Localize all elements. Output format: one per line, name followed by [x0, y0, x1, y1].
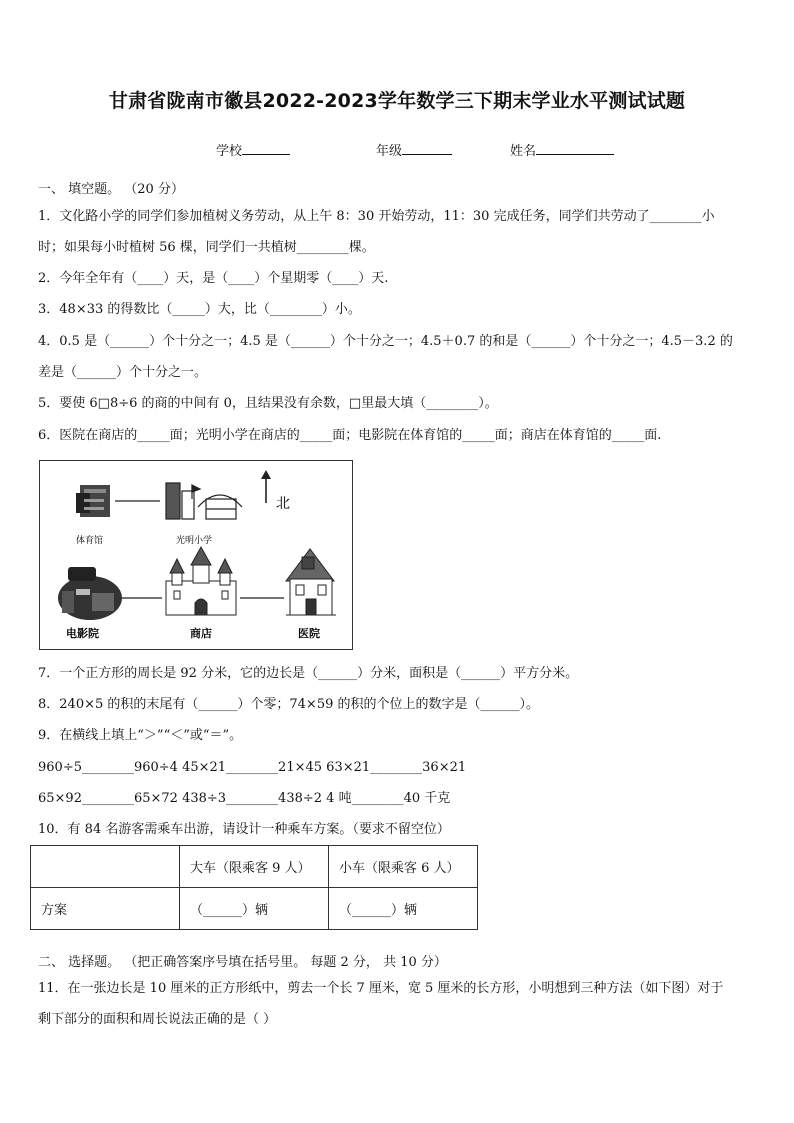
- school-field: [216, 140, 290, 159]
- north-arrow-head-icon: [261, 470, 271, 479]
- name-blank: [536, 141, 614, 155]
- table-cell-big-car: （______）辆: [180, 888, 329, 930]
- question-11-line-1: 11．在一张边长是 10 厘米的正方形纸中，剪去一个长 7 厘米，宽 5 厘米的长方形，小明想到三种方法（如下图）对于: [38, 981, 724, 996]
- question-1-line-2: 时；如果每小时植树 56 棵，同学们一共植树________棵。: [38, 240, 375, 255]
- school-icon: [166, 483, 242, 519]
- table-header-big-car: 大车（限乘客 9 人）: [180, 846, 329, 888]
- shop-label: 商店: [190, 627, 212, 640]
- table-row-label: 方案: [31, 888, 180, 930]
- question-8: 8．240×5 的积的末尾有（______）个零；74×59 的积的个位上的数字是（______）。: [38, 697, 539, 712]
- question-9: 9．在横线上填上“＞”“＜”或“＝”。: [38, 728, 243, 743]
- map-figure: [39, 460, 353, 650]
- cinema-icon: [58, 567, 122, 620]
- name-field: [510, 140, 614, 159]
- question-4-line-1: 4．0.5 是（______）个十分之一；4.5 是（______）个十分之一；4.5＋0.7 的和是（______）个十分之一；4.5－3.2 的: [38, 334, 733, 349]
- question-3: 3．48×33 的得数比（_____）大，比（________）小。: [38, 302, 361, 317]
- question-4-line-2: 差是（______）个十分之一。: [38, 365, 208, 380]
- page-title: 甘肃省陇南市徽县2022-2023学年数学三下期末学业水平测试试题: [108, 90, 686, 112]
- section-2-heading: 二、 选择题。 （把正确答案序号填在括号里。 每题 2 分， 共 10 分）: [38, 955, 447, 970]
- question-5: 5．要使 6□8÷6 的商的中间有 0，且结果没有余数，□里最大填（________）。: [38, 396, 498, 411]
- gym-label: 体育馆: [76, 536, 104, 546]
- question-9-row-2: 65×92________65×72 438÷3________438÷2 4 吨________40 千克: [38, 791, 451, 806]
- plan-table: [30, 845, 478, 930]
- question-9-row-1: 960÷5________960÷4 45×21________21×45 63×21________36×21: [38, 760, 467, 775]
- table-cell-small-car: （______）辆: [329, 888, 478, 930]
- section-1-heading: 一、 填空题。 （20 分）: [38, 182, 184, 197]
- table-row: [31, 888, 478, 930]
- map-drawing: [40, 461, 352, 649]
- hospital-label: 医院: [298, 627, 320, 640]
- table-corner-cell: [31, 846, 180, 888]
- school-label-text: 光明小学: [176, 536, 213, 546]
- hospital-icon: [286, 549, 336, 615]
- question-11-line-2: 剩下部分的面积和周长说法正确的是（ ）: [38, 1012, 277, 1027]
- name-label: 姓名: [510, 144, 537, 159]
- cinema-label: 电影院: [66, 627, 99, 640]
- table-row: [31, 846, 478, 888]
- school-blank: [242, 141, 290, 155]
- question-6: 6．医院在商店的_____面；光明小学在商店的_____面；电影院在体育馆的_____面；商店在体育馆的_____面.: [38, 428, 662, 443]
- grade-field: [376, 140, 452, 159]
- grade-label: 年级: [376, 144, 403, 159]
- question-7: 7．一个正方形的周长是 92 分米，它的边长是（______）分米，面积是（______）平方分米。: [38, 666, 579, 681]
- school-label: 学校: [216, 144, 243, 159]
- table-header-small-car: 小车（限乘客 6 人）: [329, 846, 478, 888]
- gym-icon: [76, 485, 110, 517]
- question-2: 2．今年全年有（____）天，是（____）个星期零（____）天.: [38, 271, 389, 286]
- shop-icon: [166, 547, 236, 615]
- question-10: 10．有 84 名游客需乘车出游，请设计一种乘车方案。（要求不留空位）: [38, 822, 450, 837]
- question-1-line-1: 1．文化路小学的同学们参加植树义务劳动，从上午 8：30 开始劳动，11：30 完成任务，同学们共劳动了________小: [38, 209, 715, 224]
- grade-blank: [402, 141, 452, 155]
- north-label: 北: [276, 496, 290, 512]
